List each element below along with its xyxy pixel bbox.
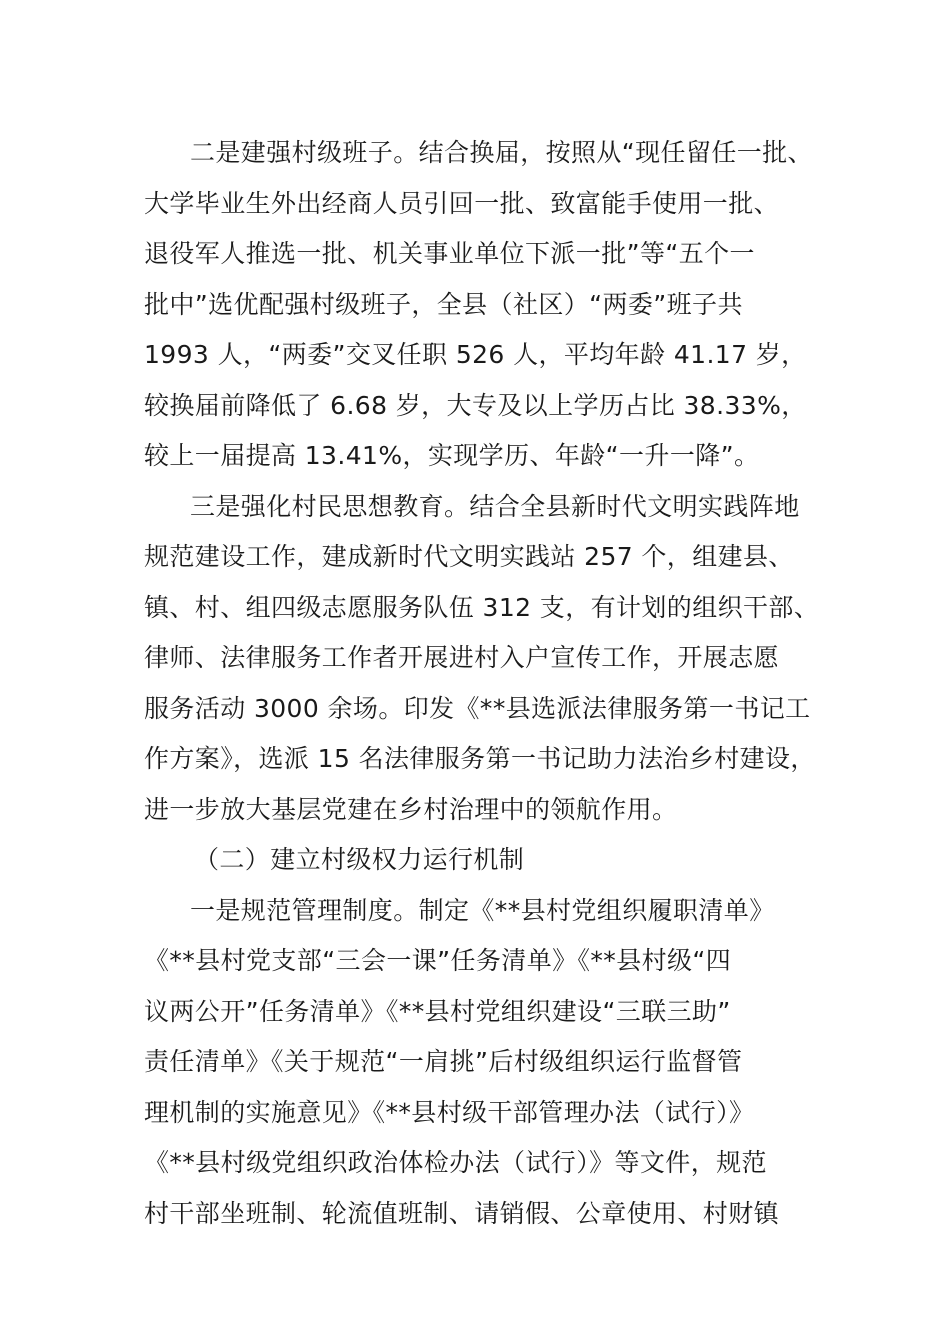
paragraph-3-line-5: 服务活动 3000 余场。印发《**县选派法律服务第一书记工 bbox=[144, 693, 811, 723]
paragraph-3-line-2: 规范建设工作，建成新时代文明实践站 257 个，组建县、 bbox=[144, 542, 794, 571]
paragraph-3-line-6: 作方案》，选派 15 名法律服务第一书记助力法治乡村建设， bbox=[144, 744, 816, 773]
paragraph-3-line-1: 三是强化村民思想教育。结合全县新时代文明实践阵地 bbox=[190, 491, 800, 521]
paragraph-3-line-3: 镇、村、组四级志愿服务队伍 312 支，有计划的组织干部、 bbox=[144, 592, 820, 622]
paragraph-3-line-7: 进一步放大基层党建在乡村治理中的领航作用。 bbox=[144, 794, 678, 824]
paragraph-2-line-2: 大学毕业生外出经商人员引回一批、致富能手使用一批、 bbox=[144, 188, 780, 218]
paragraph-4-line-4: 责任清单》《关于规范“一肩挑”后村级组织运行监督管 bbox=[144, 1047, 743, 1076]
document-body bbox=[144, 128, 824, 1239]
paragraph-4-line-7: 村干部坐班制、轮流值班制、请销假、公章使用、村财镇 bbox=[144, 1198, 780, 1228]
paragraph-2-line-4: 批中”选优配强村级班子，全县（社区）“两委”班子共 bbox=[144, 289, 743, 319]
paragraph-4-line-3: 议两公开”任务清单》《**县村党组织建设“三联三助” bbox=[144, 996, 731, 1026]
paragraph-4-line-2: 《**县村党支部“三会一课”任务清单》《**县村级“四 bbox=[144, 946, 732, 975]
section-heading: （二）建立村级权力运行机制 bbox=[194, 845, 525, 874]
paragraph-2-line-5: 1993 人，“两委”交叉任职 526 人，平均年龄 41.17 岁， bbox=[144, 340, 807, 369]
paragraph-2-line-1: 二是建强村级班子。结合换届，按照从“现任留任一批、 bbox=[190, 138, 813, 167]
paragraph-2-line-6: 较换届前降低了 6.68 岁，大专及以上学历占比 38.33%， bbox=[144, 390, 807, 420]
paragraph-2-line-3: 退役军人推选一批、机关事业单位下派一批”等“五个一 bbox=[144, 239, 755, 268]
paragraph-4-line-5: 理机制的实施意见》《**县村级干部管理办法（试行）》 bbox=[144, 1097, 755, 1127]
paragraph-2-line-7: 较上一届提高 13.41%，实现学历、年龄“一升一降”。 bbox=[144, 441, 760, 470]
paragraph-4-line-1: 一是规范管理制度。制定《**县村党组织履职清单》 bbox=[190, 895, 775, 925]
paragraph-4-line-6: 《**县村级党组织政治体检办法（试行）》等文件，规范 bbox=[144, 1148, 767, 1177]
paragraph-3-line-4: 律师、法律服务工作者开展进村入户宣传工作，开展志愿 bbox=[144, 643, 780, 672]
